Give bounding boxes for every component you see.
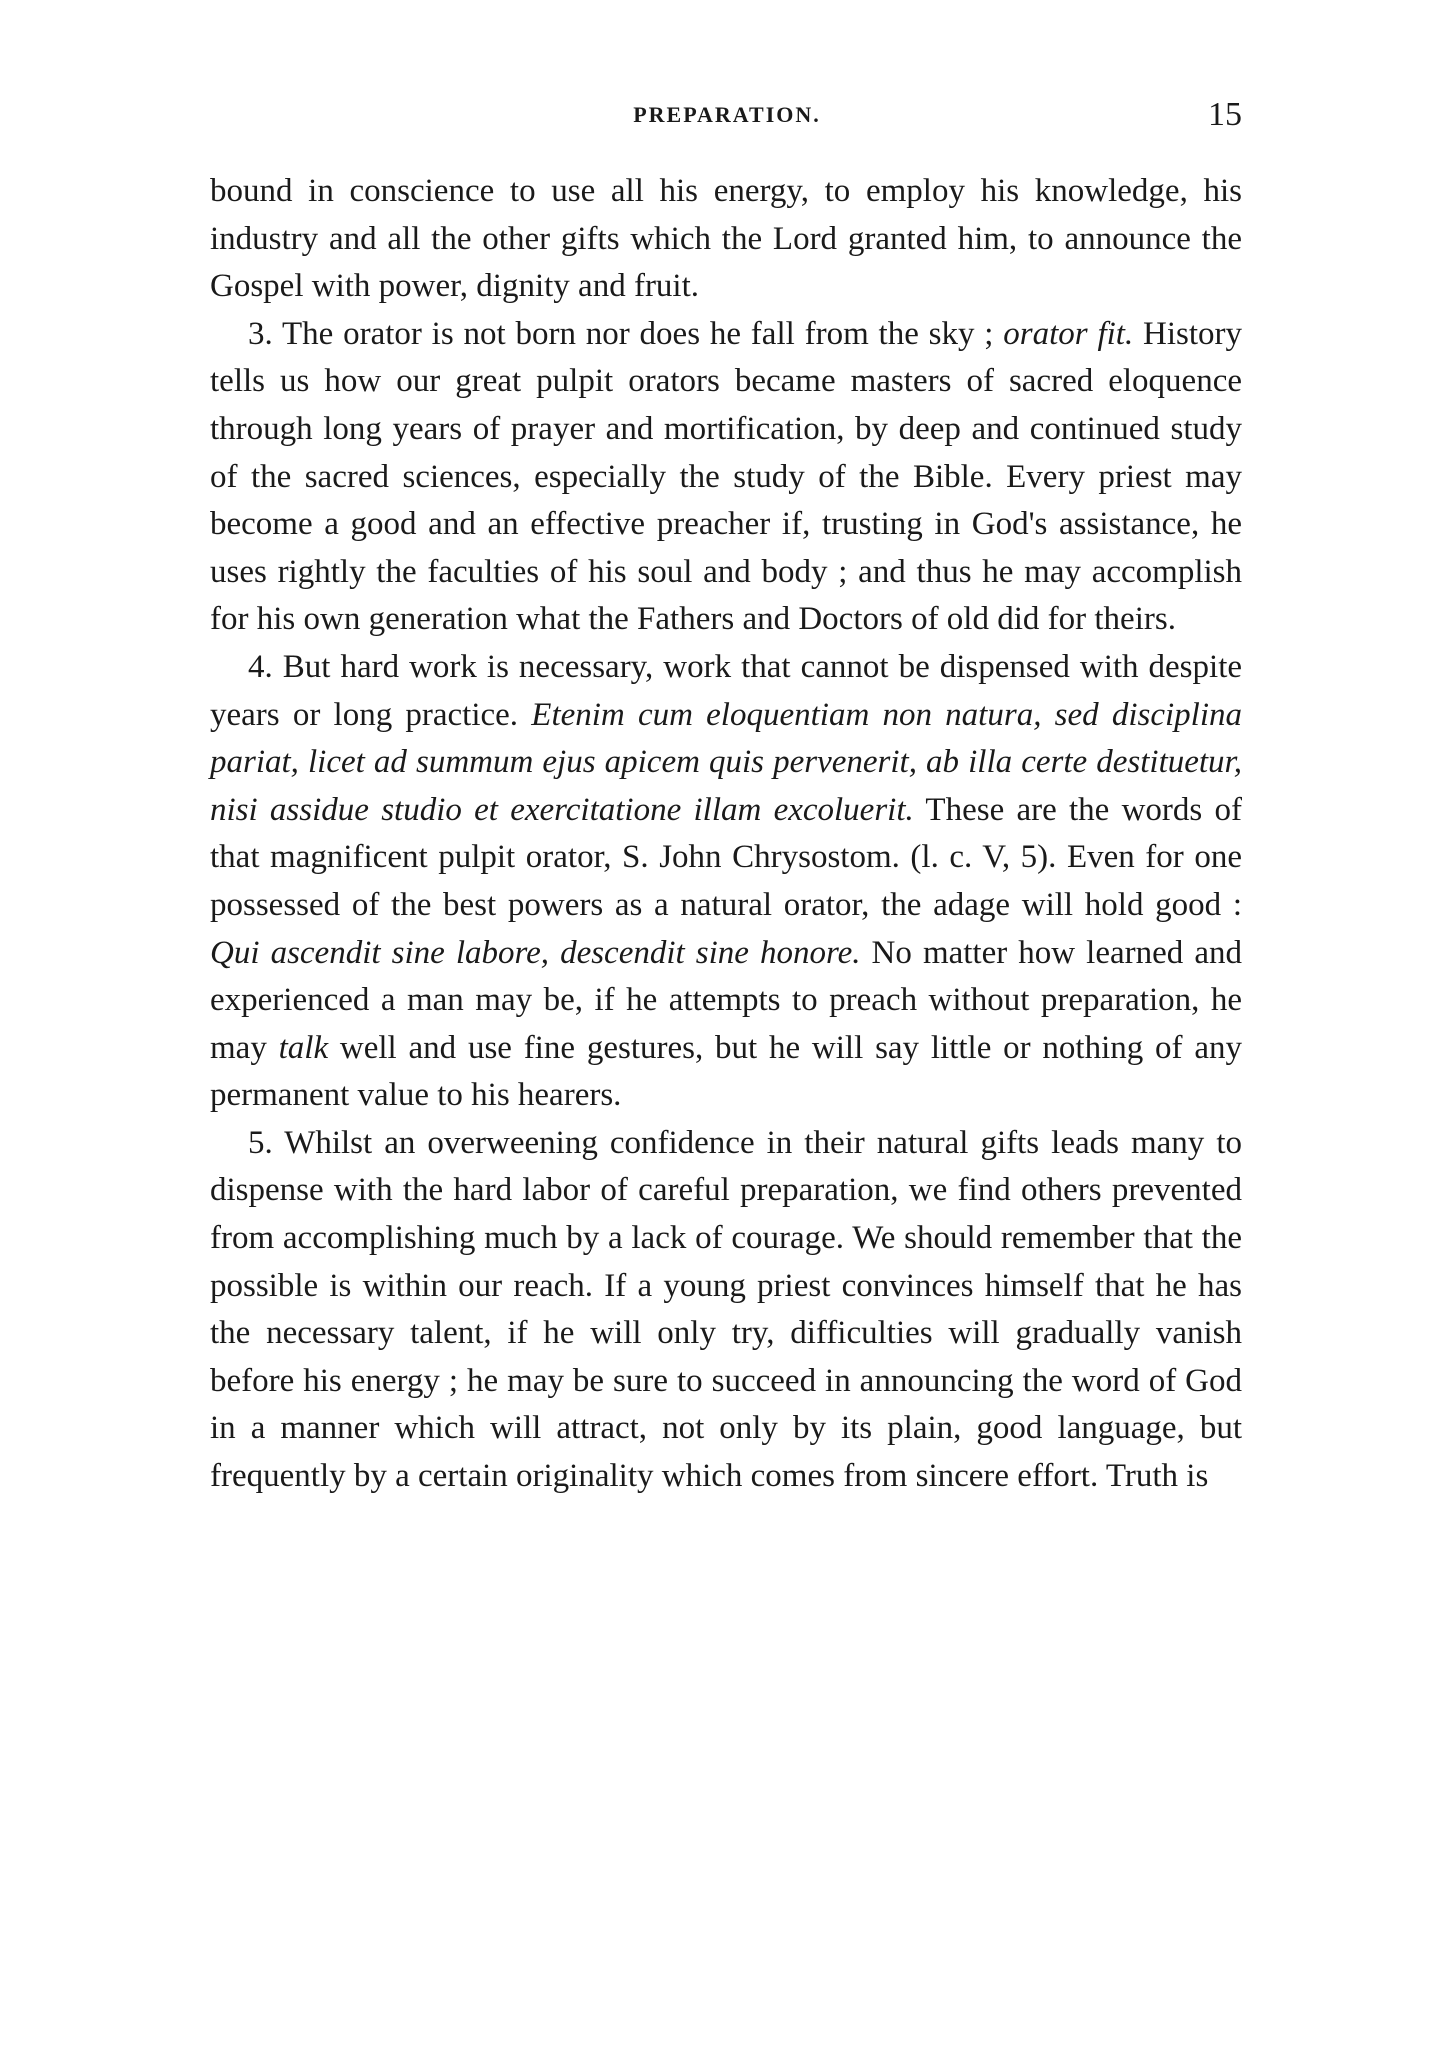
- paragraph: [210, 1120, 1242, 1501]
- latin-quotation: talk: [278, 1029, 329, 1066]
- text-segment: History tells us how our great pulpit orators became masters of sacred eloquence through long years of prayer and mortification, by deep and continued study of the sacred sciences, especially the study of the Bible. Every priest may become a good and an effective preacher if, trusting in God's assistance, he uses rightly the faculties of his soul and body ; and thus he may accomplish for his own generation what the Fathers and Doctors of old did for theirs.: [210, 315, 1243, 638]
- paragraph-number: 4.: [248, 648, 273, 685]
- text-segment: These are the words of that magnificent pulpit orator, S. John Chrysostom. (l. c. V, 5). Even for one possessed of the best powers as a natural orator, the adage will hold good :: [210, 791, 1242, 923]
- paragraph: [210, 168, 1242, 311]
- paragraph: [210, 311, 1242, 644]
- paragraph-number: 5.: [248, 1124, 273, 1161]
- paragraph: [210, 644, 1242, 1120]
- latin-quotation: orator fit.: [1003, 315, 1134, 352]
- text-segment: No matter how learned and experienced a man may be, if he attempts to preach without preparation, he may: [210, 934, 1242, 1066]
- body-text: [210, 168, 1242, 1501]
- text-segment: well and use fine gestures, but he will say little or nothing of any permanent value to his hearers.: [210, 1029, 1242, 1114]
- page-number: 15: [1208, 96, 1242, 133]
- text-segment: The orator is not born nor does he fall from the sky ;: [281, 315, 1004, 352]
- text-segment: bound in conscience to use all his energy, to employ his knowledge, his industry and all the other gifts which the Lord granted him, to announce the Gospel with power, dignity and fruit.: [210, 173, 1242, 305]
- latin-quotation: Etenim cum eloquentiam non natura, sed disciplina pariat, licet ad summum ejus apicem quis pervenerit, ab illa certe destituetur, nisi assidue studio et exercitatione illam excoluerit.: [210, 696, 1243, 828]
- paragraph-number: 3.: [248, 315, 273, 352]
- running-header: [212, 96, 1242, 136]
- latin-quotation: Qui ascendit sine labore, descendit sine honore.: [210, 934, 861, 971]
- text-segment: Whilst an overweening confidence in their natural gifts leads many to dispense with the hard labor of careful preparation, we find others prevented from accomplishing much by a lack of courage. We should remember that the possible is within our reach. If a young priest convinces himself that he has the necessary talent, if he will only try, difficulties will gradually vanish before his energy ; he may be sure to succeed in announcing the word of God in a manner which will attract, not only by its plain, good language, but frequently by a certain originality which comes from sincere effort. Truth is: [210, 1124, 1242, 1495]
- running-title: PREPARATION.: [633, 102, 821, 127]
- text-segment: But hard work is necessary, work that cannot be dispensed with despite years or long practice.: [210, 648, 1243, 733]
